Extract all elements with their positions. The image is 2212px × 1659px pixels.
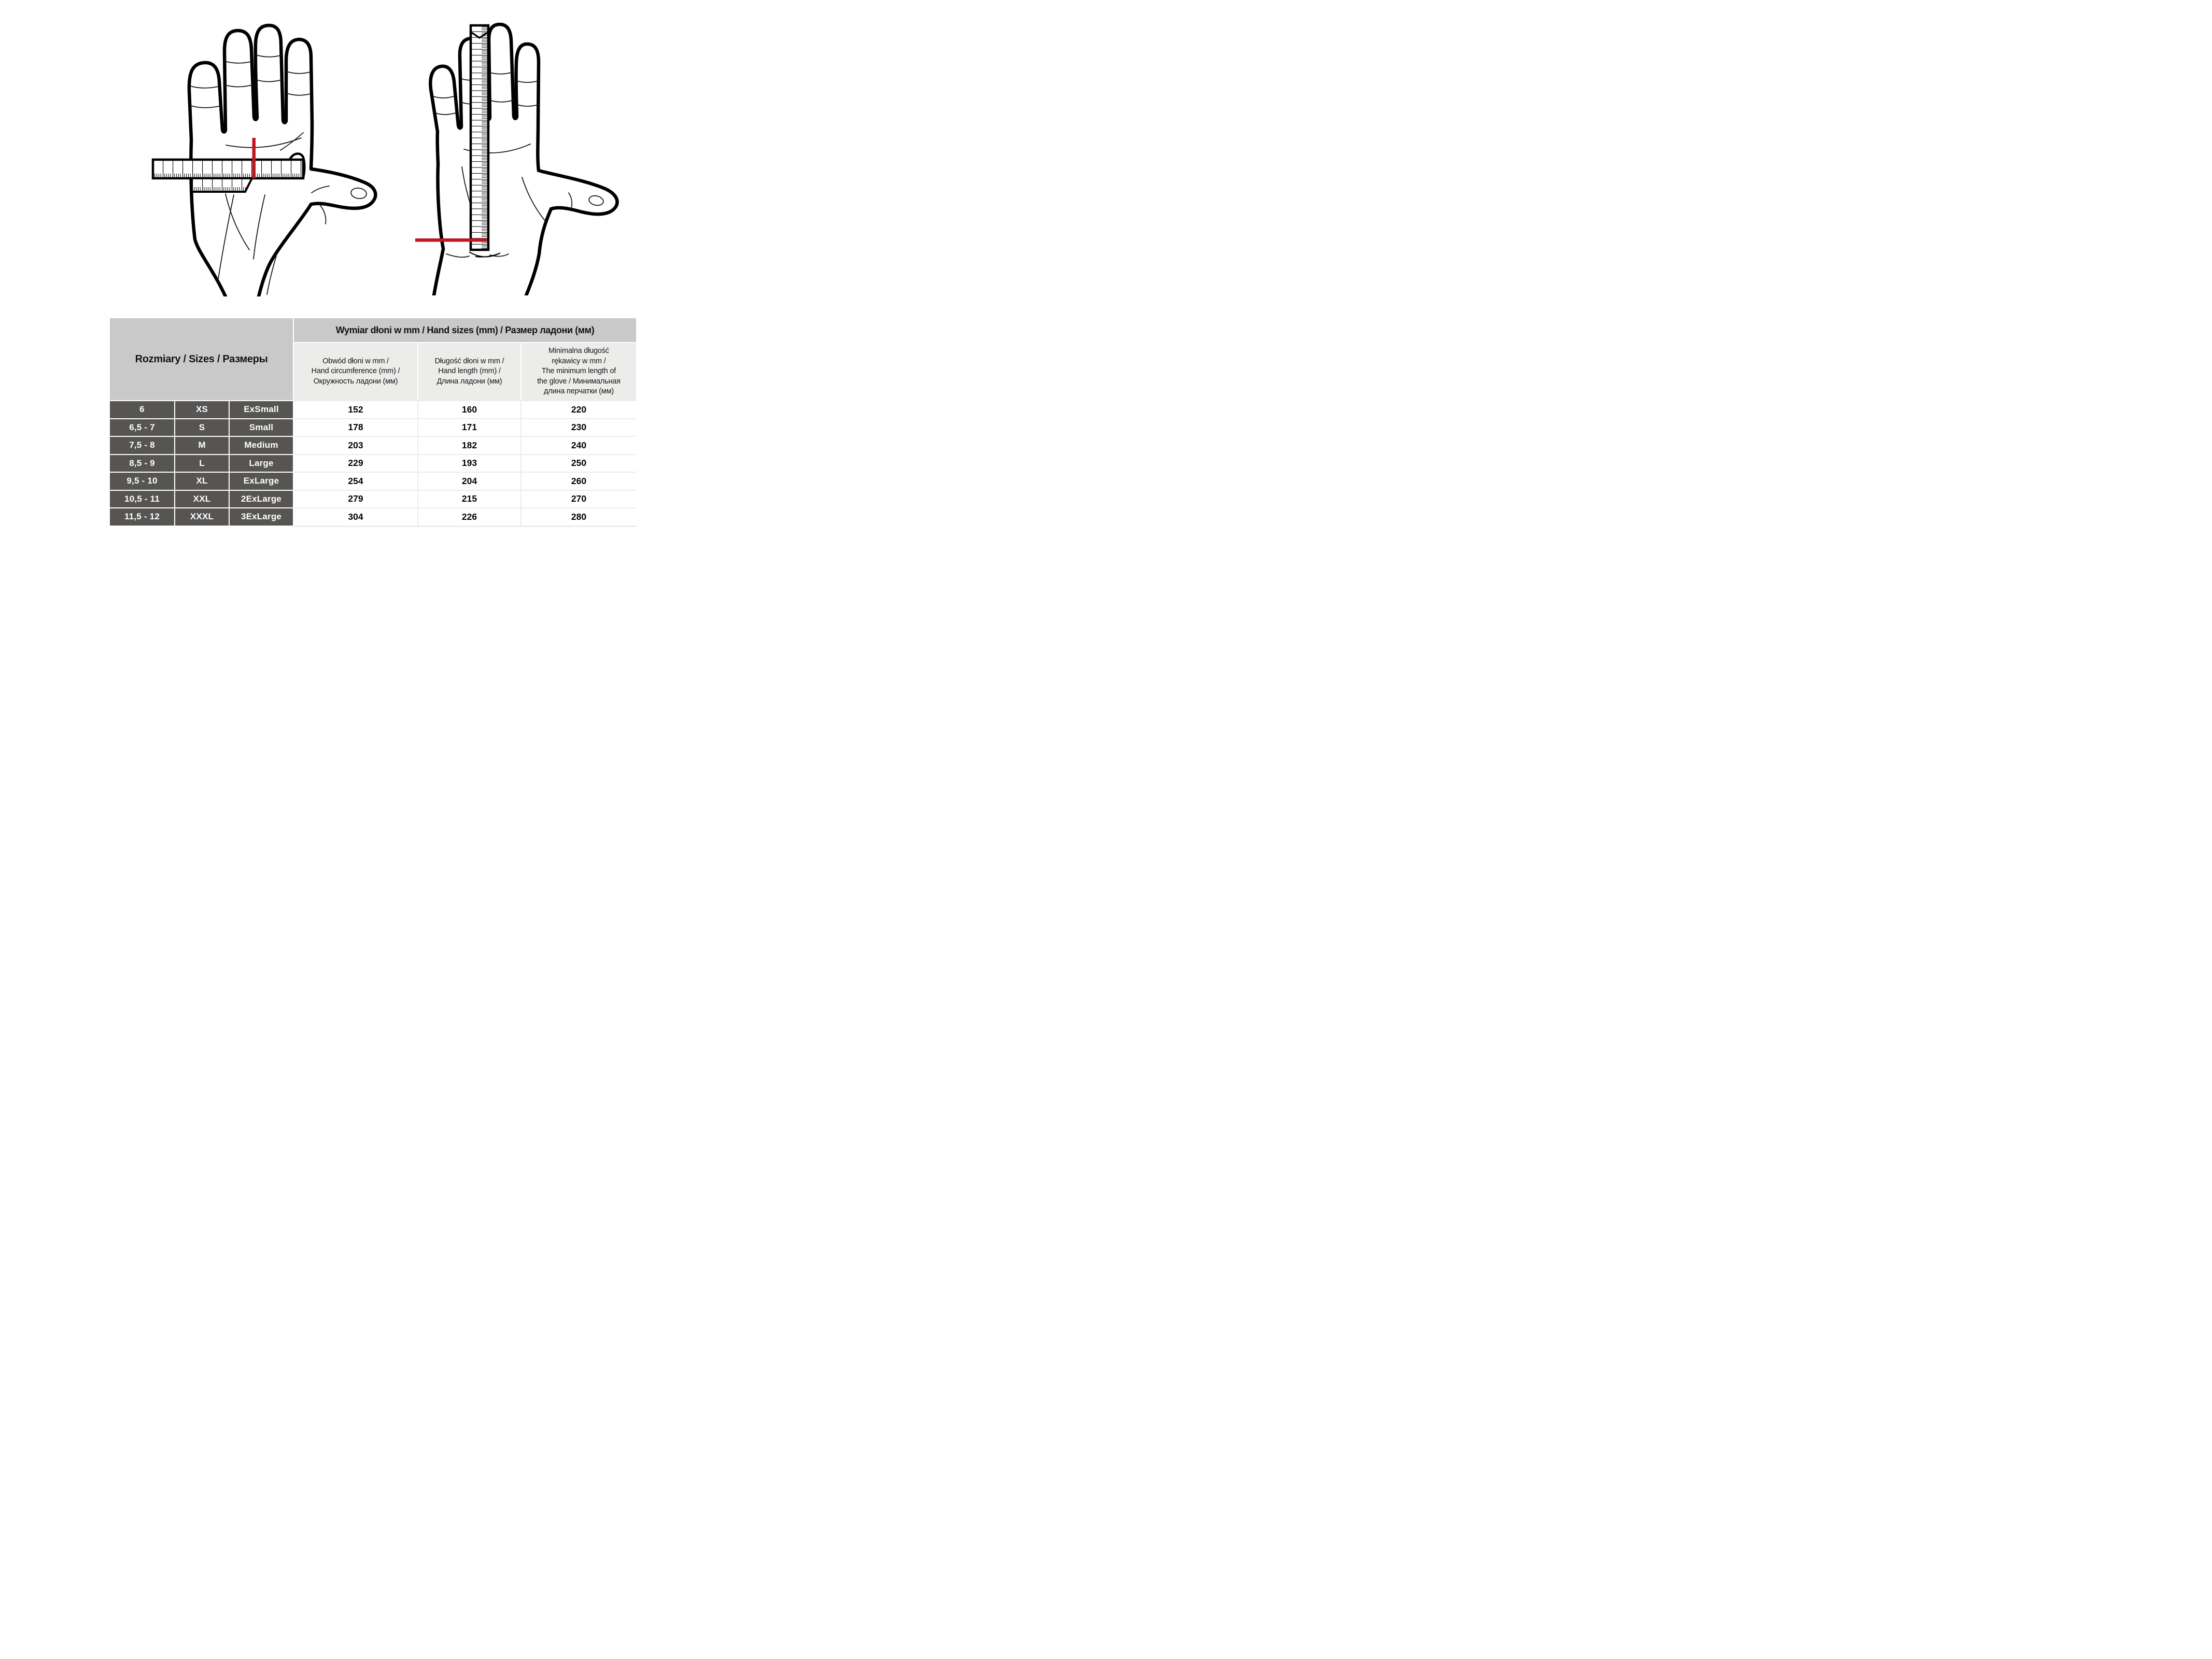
size-name-cell: ExSmall — [230, 401, 293, 418]
min-length-cell: 220 — [522, 401, 636, 418]
size-eu-cell: 10,5 - 11 — [110, 491, 174, 508]
size-code-cell: M — [175, 437, 229, 454]
min-length-cell: 240 — [522, 437, 636, 454]
main-header: Wymiar dłoni w mm / Hand sizes (mm) / Размер ладони (мм) — [294, 318, 636, 342]
length-cell: 160 — [418, 401, 520, 418]
size-eu-cell: 7,5 - 8 — [110, 437, 174, 454]
length-cell: 171 — [418, 419, 520, 436]
size-name-cell: Medium — [230, 437, 293, 454]
size-code-cell: XXL — [175, 491, 229, 508]
circumference-cell: 304 — [294, 508, 417, 526]
circumference-cell: 279 — [294, 491, 417, 508]
size-eu-cell: 6,5 - 7 — [110, 419, 174, 436]
size-code-cell: XS — [175, 401, 229, 418]
min-length-cell: 280 — [522, 508, 636, 526]
hand-circumference-diagram — [147, 22, 390, 296]
glove-size-chart — [0, 0, 737, 553]
size-code-cell: L — [175, 455, 229, 472]
circumference-cell: 152 — [294, 401, 417, 418]
hand-with-measuring-tape-icon — [147, 22, 390, 296]
size-eu-cell: 11,5 - 12 — [110, 508, 174, 526]
size-eu-cell: 6 — [110, 401, 174, 418]
size-name-cell: Small — [230, 419, 293, 436]
length-cell: 215 — [418, 491, 520, 508]
size-code-cell: S — [175, 419, 229, 436]
size-code-cell: XL — [175, 473, 229, 490]
size-name-cell: 2ExLarge — [230, 491, 293, 508]
circumference-cell: 203 — [294, 437, 417, 454]
red-length-marker — [415, 238, 487, 242]
right-hand-outline — [430, 24, 617, 295]
hand-length-diagram — [412, 21, 635, 295]
column-header-length: Długość dłoni w mm / Hand length (mm) / Длина ладони (мм) — [418, 343, 520, 400]
size-eu-cell: 8,5 - 9 — [110, 455, 174, 472]
length-cell: 193 — [418, 455, 520, 472]
length-cell: 182 — [418, 437, 520, 454]
size-name-cell: ExLarge — [230, 473, 293, 490]
min-length-cell: 270 — [522, 491, 636, 508]
size-eu-cell: 9,5 - 10 — [110, 473, 174, 490]
corner-header: Rozmiary / Sizes / Размеры — [110, 318, 293, 400]
size-name-cell: 3ExLarge — [230, 508, 293, 526]
min-length-cell: 230 — [522, 419, 636, 436]
length-cell: 204 — [418, 473, 520, 490]
size-table — [110, 318, 636, 526]
red-circumference-marker — [252, 138, 256, 178]
circumference-cell: 229 — [294, 455, 417, 472]
size-name-cell: Large — [230, 455, 293, 472]
circumference-cell: 254 — [294, 473, 417, 490]
hand-with-ruler-icon — [412, 21, 635, 295]
min-length-cell: 250 — [522, 455, 636, 472]
length-cell: 226 — [418, 508, 520, 526]
column-header-min-glove-length: Minimalna długość rękawicy w mm / The minimum length of the glove / Минимальная длина перчатки (мм) — [522, 343, 636, 400]
circumference-cell: 178 — [294, 419, 417, 436]
size-code-cell: XXXL — [175, 508, 229, 526]
min-length-cell: 260 — [522, 473, 636, 490]
column-header-circumference: Obwód dłoni w mm / Hand circumference (mm) / Окружность ладони (мм) — [294, 343, 417, 400]
